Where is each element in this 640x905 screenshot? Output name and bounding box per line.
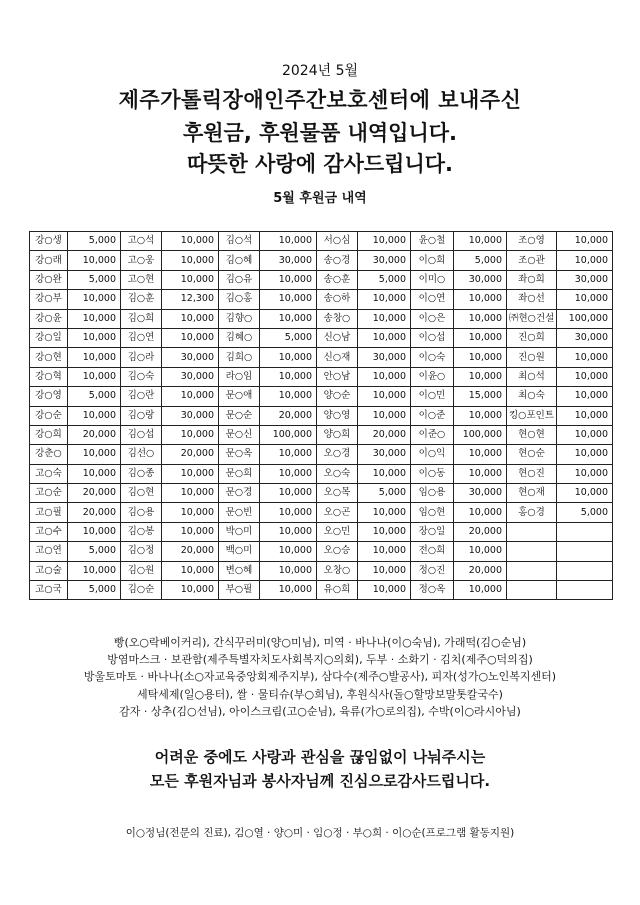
volunteer-acknowledgement: 이○정님(전문의 진료), 김○열 · 양○미 · 임○정 · 부○희 · 이○순(프로그램 활동지원) bbox=[125, 827, 515, 839]
donor-name-cell: 송○하 bbox=[317, 290, 358, 309]
donation-amount-cell: 10,000 bbox=[358, 328, 411, 347]
donation-amount-cell: 20,000 bbox=[68, 425, 121, 444]
donor-name-cell: 김○홍 bbox=[219, 290, 260, 309]
donation-amount-cell: 10,000 bbox=[260, 387, 317, 406]
donation-amount-cell: 10,000 bbox=[358, 561, 411, 580]
donor-name-cell: 최○석 bbox=[507, 367, 557, 386]
donor-name-cell: 김혜○ bbox=[219, 328, 260, 347]
donor-name-cell: 송○훈 bbox=[317, 270, 358, 289]
donor-name-cell: 김○현 bbox=[121, 484, 162, 503]
donation-amount-cell: 100,000 bbox=[557, 309, 613, 328]
donor-name-cell: 변○혜 bbox=[219, 561, 260, 580]
table-row bbox=[30, 348, 613, 367]
donor-name-cell bbox=[507, 542, 557, 561]
donation-amount-cell: 30,000 bbox=[162, 406, 219, 425]
donor-name-cell: 윤○철 bbox=[411, 232, 454, 251]
donor-name-cell: 현○현 bbox=[507, 425, 557, 444]
donor-name-cell: 안○남 bbox=[317, 367, 358, 386]
donation-amount-cell: 10,000 bbox=[260, 522, 317, 541]
donation-amount-cell: 10,000 bbox=[162, 464, 219, 483]
table-row bbox=[30, 503, 613, 522]
donation-amount-cell: 10,000 bbox=[260, 542, 317, 561]
table-row bbox=[30, 367, 613, 386]
goods-line: 감자 · 상추(김○선님), 아이스크림(고○순님), 육류(가○로의집), 수박(이○라시아님) bbox=[119, 704, 521, 718]
donation-amount-cell: 10,000 bbox=[68, 309, 121, 328]
donation-amount-cell: 20,000 bbox=[162, 542, 219, 561]
table-row bbox=[30, 290, 613, 309]
donation-amount-cell: 10,000 bbox=[162, 561, 219, 580]
donation-amount-cell: 10,000 bbox=[454, 581, 507, 600]
donation-amount-cell: 10,000 bbox=[454, 232, 507, 251]
donation-amount-cell: 10,000 bbox=[68, 328, 121, 347]
closing-line: 모든 후원자님과 봉사자님께 진심으로감사드립니다. bbox=[149, 772, 491, 790]
donor-name-cell: 최○숙 bbox=[507, 387, 557, 406]
table-row bbox=[30, 445, 613, 464]
donation-amount-cell: 10,000 bbox=[454, 348, 507, 367]
donation-amount-cell: 10,000 bbox=[358, 290, 411, 309]
title-line-2: 후원금, 후원물품 내역입니다. bbox=[182, 121, 457, 145]
donor-name-cell: 이준○ bbox=[411, 425, 454, 444]
donor-name-cell: 이○숙 bbox=[411, 348, 454, 367]
table-row bbox=[30, 309, 613, 328]
donor-name-cell: 오○숙 bbox=[317, 464, 358, 483]
donor-name-cell: ㈜현○건설 bbox=[507, 309, 557, 328]
donation-amount-cell: 30,000 bbox=[454, 270, 507, 289]
donation-amount-cell: 30,000 bbox=[557, 270, 613, 289]
report-date: 2024년 5월 bbox=[281, 63, 359, 79]
donation-amount-cell: 10,000 bbox=[358, 367, 411, 386]
donor-name-cell: 정○진 bbox=[411, 561, 454, 580]
donor-name-cell: 강춘○ bbox=[30, 445, 68, 464]
donor-name-cell: 조○영 bbox=[507, 232, 557, 251]
donor-name-cell: 양○순 bbox=[317, 387, 358, 406]
donor-name-cell: 유○희 bbox=[317, 581, 358, 600]
donor-name-cell: 강○래 bbox=[30, 251, 68, 270]
donor-name-cell: 김○섭 bbox=[121, 425, 162, 444]
donor-name-cell: 진○원 bbox=[507, 348, 557, 367]
table-row bbox=[30, 522, 613, 541]
donor-name-cell: 문○순 bbox=[219, 406, 260, 425]
donation-amount-cell: 5,000 bbox=[358, 484, 411, 503]
donation-amount-cell: 10,000 bbox=[358, 464, 411, 483]
donor-name-cell: 현○순 bbox=[507, 445, 557, 464]
donor-name-cell: 김○라 bbox=[121, 348, 162, 367]
donor-name-cell: 고○연 bbox=[30, 542, 68, 561]
donation-amount-cell: 15,000 bbox=[454, 387, 507, 406]
donation-amount-cell bbox=[557, 522, 613, 541]
donor-name-cell: 오○승 bbox=[317, 542, 358, 561]
donation-amount-cell: 5,000 bbox=[260, 328, 317, 347]
donation-amount-cell: 10,000 bbox=[68, 561, 121, 580]
donation-amount-cell: 10,000 bbox=[260, 445, 317, 464]
donor-name-cell: 김○랑 bbox=[121, 406, 162, 425]
donation-amount-cell: 20,000 bbox=[358, 425, 411, 444]
goods-line: 방울토마토 · 바나나(소○자교육중앙회제주지부), 삼다수(제주○발공사), 피자(성가○노인복지센터) bbox=[83, 670, 557, 684]
table-row bbox=[30, 270, 613, 289]
donor-name-cell: 이미○ bbox=[411, 270, 454, 289]
donor-name-cell bbox=[507, 522, 557, 541]
table-row bbox=[30, 232, 613, 251]
donor-name-cell: 강○생 bbox=[30, 232, 68, 251]
donor-name-cell: 장○일 bbox=[411, 522, 454, 541]
donation-amount-cell: 10,000 bbox=[260, 484, 317, 503]
donation-amount-cell: 5,000 bbox=[454, 251, 507, 270]
donor-name-cell: 문○빈 bbox=[219, 503, 260, 522]
donor-name-cell: 현○진 bbox=[507, 464, 557, 483]
donation-amount-cell bbox=[557, 542, 613, 561]
donation-amount-cell: 10,000 bbox=[68, 522, 121, 541]
donation-amount-cell: 10,000 bbox=[454, 290, 507, 309]
donation-amount-cell: 10,000 bbox=[162, 232, 219, 251]
donation-amount-cell bbox=[557, 581, 613, 600]
donation-amount-cell: 12,300 bbox=[162, 290, 219, 309]
donation-amount-cell: 10,000 bbox=[68, 406, 121, 425]
donation-amount-cell: 100,000 bbox=[260, 425, 317, 444]
donor-name-cell: 김○유 bbox=[219, 270, 260, 289]
donation-amount-cell: 5,000 bbox=[68, 542, 121, 561]
donation-amount-cell: 10,000 bbox=[358, 232, 411, 251]
donation-amount-cell: 10,000 bbox=[358, 387, 411, 406]
donation-amount-cell: 10,000 bbox=[260, 270, 317, 289]
donation-amount-cell bbox=[557, 561, 613, 580]
table-row bbox=[30, 251, 613, 270]
donation-amount-cell: 10,000 bbox=[162, 522, 219, 541]
donor-name-cell: 오○경 bbox=[317, 445, 358, 464]
donation-amount-cell: 10,000 bbox=[260, 290, 317, 309]
donor-name-cell: 김희○ bbox=[219, 348, 260, 367]
table-row bbox=[30, 542, 613, 561]
donation-amount-cell: 10,000 bbox=[260, 367, 317, 386]
donor-name-cell: 고○석 bbox=[121, 232, 162, 251]
table-row bbox=[30, 328, 613, 347]
donor-name-cell: 고○수 bbox=[30, 522, 68, 541]
donor-name-cell: 부○필 bbox=[219, 581, 260, 600]
donor-name-cell: 이○희 bbox=[411, 251, 454, 270]
donor-name-cell: 김○석 bbox=[219, 232, 260, 251]
donation-amount-cell: 10,000 bbox=[454, 406, 507, 425]
donor-name-cell: 고○숙 bbox=[30, 464, 68, 483]
donor-name-cell: 좌○선 bbox=[507, 290, 557, 309]
donor-name-cell: 김○연 bbox=[121, 328, 162, 347]
donation-amount-cell: 10,000 bbox=[454, 309, 507, 328]
donor-name-cell: 김○봉 bbox=[121, 522, 162, 541]
donation-amount-cell: 10,000 bbox=[162, 270, 219, 289]
donation-amount-cell: 100,000 bbox=[454, 425, 507, 444]
donation-amount-cell: 10,000 bbox=[454, 445, 507, 464]
donor-name-cell: 김○원 bbox=[121, 561, 162, 580]
donor-name-cell: 강○윤 bbox=[30, 309, 68, 328]
donation-amount-cell: 5,000 bbox=[358, 270, 411, 289]
donation-amount-cell: 30,000 bbox=[260, 251, 317, 270]
donor-name-cell bbox=[507, 561, 557, 580]
donor-name-cell: 오○민 bbox=[317, 522, 358, 541]
donation-amount-cell: 20,000 bbox=[454, 522, 507, 541]
donor-name-cell: 김○종 bbox=[121, 464, 162, 483]
donor-name-cell: 김○순 bbox=[121, 581, 162, 600]
donation-amount-cell: 5,000 bbox=[68, 270, 121, 289]
donor-name-cell: 김향○ bbox=[219, 309, 260, 328]
donated-goods-list bbox=[0, 634, 640, 720]
donor-name-cell: 이○익 bbox=[411, 445, 454, 464]
donor-name-cell: 조○관 bbox=[507, 251, 557, 270]
donation-amount-cell: 10,000 bbox=[557, 425, 613, 444]
donation-amount-cell: 10,000 bbox=[358, 522, 411, 541]
donation-amount-cell: 10,000 bbox=[557, 406, 613, 425]
donor-name-cell: 라○임 bbox=[219, 367, 260, 386]
donation-amount-cell: 10,000 bbox=[557, 367, 613, 386]
table-row bbox=[30, 425, 613, 444]
table-row bbox=[30, 406, 613, 425]
donor-name-cell: 오○목 bbox=[317, 484, 358, 503]
donation-amount-cell: 20,000 bbox=[68, 503, 121, 522]
donor-name-cell: 문○옥 bbox=[219, 445, 260, 464]
donor-name-cell: 정○옥 bbox=[411, 581, 454, 600]
donor-name-cell: 강○희 bbox=[30, 425, 68, 444]
donor-name-cell: 김○혜 bbox=[219, 251, 260, 270]
donor-name-cell: 신○남 bbox=[317, 328, 358, 347]
donation-amount-cell: 10,000 bbox=[454, 542, 507, 561]
donation-amount-cell: 10,000 bbox=[557, 387, 613, 406]
donation-amount-cell: 10,000 bbox=[557, 484, 613, 503]
donation-amount-cell: 10,000 bbox=[162, 309, 219, 328]
donor-name-cell: 고○필 bbox=[30, 503, 68, 522]
donor-name-cell: 임○용 bbox=[411, 484, 454, 503]
donation-amount-cell: 10,000 bbox=[557, 290, 613, 309]
donation-amount-cell: 10,000 bbox=[162, 425, 219, 444]
donor-name-cell: 이윤○ bbox=[411, 367, 454, 386]
donation-amount-cell: 10,000 bbox=[358, 542, 411, 561]
donation-amount-cell: 10,000 bbox=[358, 581, 411, 600]
donation-amount-cell: 10,000 bbox=[260, 232, 317, 251]
table-row bbox=[30, 561, 613, 580]
donor-name-cell: 양○영 bbox=[317, 406, 358, 425]
donor-name-cell: 이○섭 bbox=[411, 328, 454, 347]
donation-amount-cell: 10,000 bbox=[260, 561, 317, 580]
closing-message bbox=[0, 745, 640, 793]
donor-name-cell: 송○경 bbox=[317, 251, 358, 270]
donor-name-cell bbox=[507, 581, 557, 600]
donor-name-cell: 고○현 bbox=[121, 270, 162, 289]
donor-name-cell: 문○경 bbox=[219, 484, 260, 503]
donor-name-cell: 고○국 bbox=[30, 581, 68, 600]
donor-name-cell: 강○현 bbox=[30, 348, 68, 367]
table-row bbox=[30, 581, 613, 600]
donation-amount-cell: 10,000 bbox=[454, 464, 507, 483]
donation-amount-cell: 5,000 bbox=[557, 503, 613, 522]
donor-name-cell: 서○심 bbox=[317, 232, 358, 251]
donor-name-cell: 킹○포인트 bbox=[507, 406, 557, 425]
donation-amount-cell: 20,000 bbox=[162, 445, 219, 464]
donation-amount-cell: 30,000 bbox=[162, 348, 219, 367]
donor-name-cell: 오창○ bbox=[317, 561, 358, 580]
donor-name-cell: 강○일 bbox=[30, 328, 68, 347]
donation-amount-cell: 10,000 bbox=[68, 348, 121, 367]
donation-amount-cell: 10,000 bbox=[260, 309, 317, 328]
donation-amount-cell: 30,000 bbox=[454, 484, 507, 503]
donation-amount-cell: 30,000 bbox=[557, 328, 613, 347]
donation-amount-cell: 10,000 bbox=[68, 367, 121, 386]
donor-name-cell: 김○훈 bbox=[121, 290, 162, 309]
donor-name-cell: 백○미 bbox=[219, 542, 260, 561]
donor-name-cell: 강○영 bbox=[30, 387, 68, 406]
closing-line: 어려운 중에도 사랑과 관심을 끊임없이 나눠주시는 bbox=[154, 748, 486, 766]
donor-name-cell: 김○용 bbox=[121, 503, 162, 522]
donor-name-cell: 문○희 bbox=[219, 464, 260, 483]
donor-name-cell: 김○숙 bbox=[121, 367, 162, 386]
donor-name-cell: 양○희 bbox=[317, 425, 358, 444]
donor-name-cell: 고○웅 bbox=[121, 251, 162, 270]
title-line-3: 따뜻한 사랑에 감사드립니다. bbox=[186, 152, 454, 176]
donor-name-cell: 고○순 bbox=[30, 484, 68, 503]
donor-name-cell: 김선○ bbox=[121, 445, 162, 464]
donor-name-cell: 송창○ bbox=[317, 309, 358, 328]
donation-amount-cell: 10,000 bbox=[68, 464, 121, 483]
donor-name-cell: 현○재 bbox=[507, 484, 557, 503]
donation-amount-cell: 10,000 bbox=[162, 251, 219, 270]
donation-list-subtitle: 5월 후원금 내역 bbox=[273, 191, 367, 206]
donation-amount-cell: 10,000 bbox=[454, 367, 507, 386]
donation-amount-cell: 10,000 bbox=[260, 464, 317, 483]
donor-name-cell: 임○현 bbox=[411, 503, 454, 522]
goods-line: 세탁세제(일○용터), 쌀 · 물티슈(부○희님), 후원식사(돌○할망보말톳칼국수) bbox=[137, 687, 503, 701]
donation-amount-cell: 10,000 bbox=[358, 406, 411, 425]
donation-amount-cell: 10,000 bbox=[68, 290, 121, 309]
donation-amount-cell: 10,000 bbox=[162, 328, 219, 347]
donor-name-cell: 김○정 bbox=[121, 542, 162, 561]
donor-name-cell: 진○희 bbox=[507, 328, 557, 347]
table-row bbox=[30, 387, 613, 406]
donation-amount-cell: 10,000 bbox=[162, 581, 219, 600]
donation-amount-cell: 10,000 bbox=[454, 503, 507, 522]
donor-name-cell: 이○준 bbox=[411, 406, 454, 425]
donation-amount-cell: 10,000 bbox=[260, 348, 317, 367]
donor-name-cell: 강○순 bbox=[30, 406, 68, 425]
donation-table bbox=[29, 231, 613, 600]
donor-name-cell: 박○미 bbox=[219, 522, 260, 541]
donation-amount-cell: 5,000 bbox=[68, 232, 121, 251]
donation-amount-cell: 10,000 bbox=[162, 484, 219, 503]
donor-name-cell: 김○희 bbox=[121, 309, 162, 328]
donor-name-cell: 좌○희 bbox=[507, 270, 557, 289]
donor-name-cell: 홍○경 bbox=[507, 503, 557, 522]
donation-amount-cell: 10,000 bbox=[162, 503, 219, 522]
donation-amount-cell: 10,000 bbox=[260, 581, 317, 600]
donation-amount-cell: 5,000 bbox=[68, 387, 121, 406]
donor-name-cell: 문○신 bbox=[219, 425, 260, 444]
donation-amount-cell: 30,000 bbox=[358, 251, 411, 270]
table-row bbox=[30, 484, 613, 503]
donation-amount-cell: 10,000 bbox=[260, 503, 317, 522]
donation-amount-cell: 10,000 bbox=[358, 309, 411, 328]
donation-amount-cell: 10,000 bbox=[68, 445, 121, 464]
donor-name-cell: 문○애 bbox=[219, 387, 260, 406]
donor-name-cell: 신○재 bbox=[317, 348, 358, 367]
donation-amount-cell: 20,000 bbox=[68, 484, 121, 503]
donation-amount-cell: 10,000 bbox=[557, 348, 613, 367]
donor-name-cell: 전○희 bbox=[411, 542, 454, 561]
donation-amount-cell: 10,000 bbox=[454, 328, 507, 347]
donation-amount-cell: 20,000 bbox=[454, 561, 507, 580]
donor-name-cell: 강○혁 bbox=[30, 367, 68, 386]
donation-amount-cell: 5,000 bbox=[68, 581, 121, 600]
donor-name-cell: 이○은 bbox=[411, 309, 454, 328]
donor-name-cell: 이○민 bbox=[411, 387, 454, 406]
donor-name-cell: 고○술 bbox=[30, 561, 68, 580]
goods-line: 빵(오○락베이커리), 간식꾸러미(양○미님), 미역 · 바나나(이○숙님), 가래떡(김○순님) bbox=[113, 636, 527, 649]
donor-name-cell: 강○부 bbox=[30, 290, 68, 309]
donor-name-cell: 이○연 bbox=[411, 290, 454, 309]
donation-amount-cell: 10,000 bbox=[68, 251, 121, 270]
donor-name-cell: 이○동 bbox=[411, 464, 454, 483]
donation-amount-cell: 10,000 bbox=[358, 503, 411, 522]
donation-amount-cell: 10,000 bbox=[557, 445, 613, 464]
donor-name-cell: 오○곤 bbox=[317, 503, 358, 522]
donation-amount-cell: 30,000 bbox=[358, 445, 411, 464]
donor-name-cell: 강○완 bbox=[30, 270, 68, 289]
donation-amount-cell: 10,000 bbox=[557, 251, 613, 270]
donation-amount-cell: 20,000 bbox=[260, 406, 317, 425]
donation-amount-cell: 30,000 bbox=[358, 348, 411, 367]
donor-name-cell: 김○란 bbox=[121, 387, 162, 406]
table-row bbox=[30, 464, 613, 483]
title-line-1: 제주가톨릭장애인주간보호센터에 보내주신 bbox=[118, 88, 522, 112]
donation-amount-cell: 30,000 bbox=[162, 367, 219, 386]
donation-amount-cell: 10,000 bbox=[162, 387, 219, 406]
goods-line: 방염마스크 · 보관함(제주특별자치도사회복지○의회), 두부 · 소화기 · 김치(제주○덕의집) bbox=[107, 653, 533, 667]
donation-amount-cell: 10,000 bbox=[557, 232, 613, 251]
donation-amount-cell: 10,000 bbox=[557, 464, 613, 483]
